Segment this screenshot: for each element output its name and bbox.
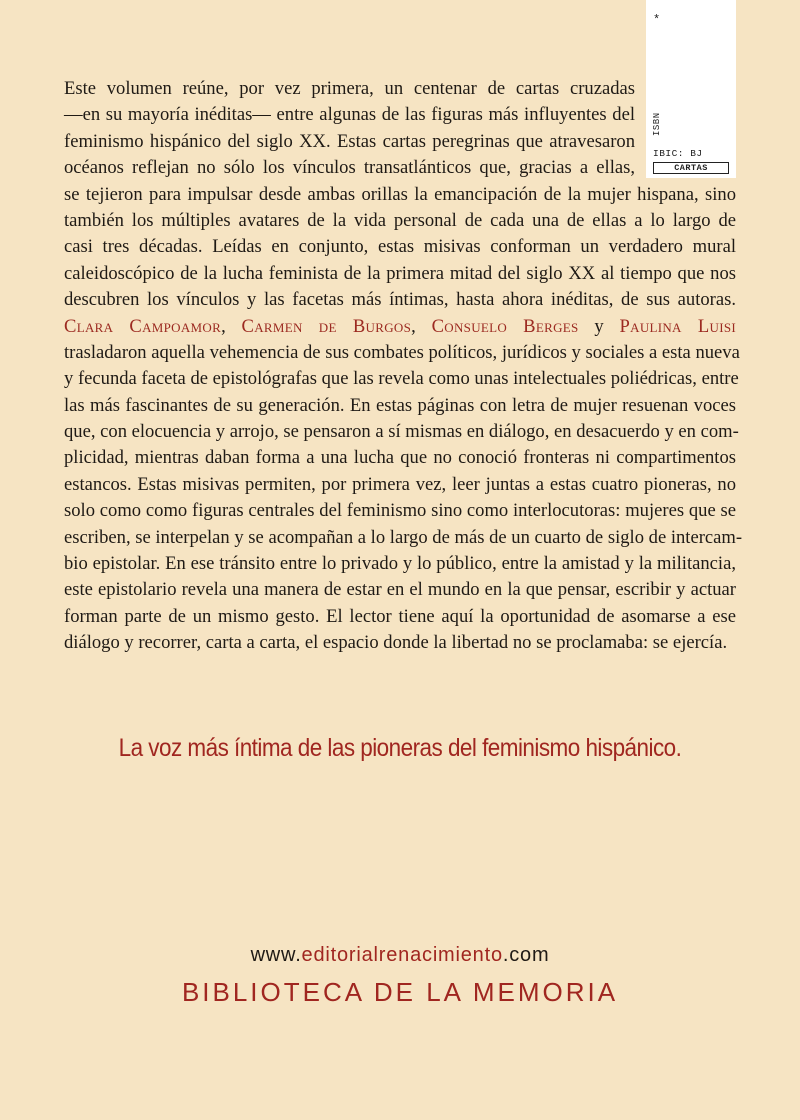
description-line: que, con elocuencia y arrojo, se pensaron a sí mismas en diálogo, en desacuerdo y en com- (64, 421, 739, 443)
description-line: trasladaron aquella vehemencia de sus combates políticos, jurídicos y sociales a esta nueva (64, 341, 740, 363)
description-line: escriben, se interpelan y se acompañan a lo largo de más de un cuarto de siglo de intercam- (64, 526, 743, 548)
description-line: océanos reflejan no sólo los vínculos transatlánticos que, gracias a ellas, (64, 157, 635, 179)
description-line: las más fascinantes de su generación. En estas páginas con letra de mujer resuenan voces (64, 394, 736, 416)
description-line: y fecunda faceta de epistológrafas que las revela como unas intelectuales poliédricas, entre (64, 368, 739, 390)
description-line: forman parte de un mismo gesto. El lector tiene aquí la oportunidad de asomarse a ese (64, 605, 736, 627)
isbn-label: ISBN (652, 112, 662, 136)
separator: , (411, 315, 432, 337)
description-line: descubren los vínculos y las facetas más íntimas, hasta ahora inéditas, de sus autoras. (64, 289, 736, 311)
description-line: caleidoscópico de la lucha feminista de la primera mitad del siglo XX al tiempo que nos (64, 262, 736, 284)
description-line: Este volumen reúne, por vez primera, un centenar de cartas cruzadas (64, 78, 635, 99)
description-line: solo como como figuras centrales del feminismo sino como interlocutoras: mujeres que se (64, 500, 736, 522)
description-line: plicidad, mientras daban forma a una lucha que no conoció fronteras ni compartimentos (64, 447, 736, 469)
authors-line (64, 314, 736, 340)
category-box: CARTAS (653, 162, 729, 174)
author-name: Consuelo Berges (431, 315, 579, 337)
description-line: bio epistolar. En ese tránsito entre lo privado y lo público, entre la amistad y la militancia, (64, 553, 736, 575)
website-suffix: .com (502, 944, 550, 966)
description-line: se tejieron para impulsar desde ambas orillas la emancipación de la mujer hispana, sino (64, 183, 736, 205)
ibic-code: IBIC: BJ (653, 148, 703, 159)
description-line: este epistolario revela una manera de estar en el mundo en la que pensar, escribir y actuar (64, 579, 736, 601)
description-line: —en su mayoría inéditas— entre algunas de las figuras más influyentes del (64, 104, 635, 126)
tagline: La voz más íntima de las pioneras del feminismo hispánico. (118, 734, 682, 762)
author-name: Carmen de Burgos (241, 315, 412, 337)
collection-name: BIBLIOTECA DE LA MEMORIA (181, 977, 619, 1007)
separator: , (221, 315, 242, 337)
author-name: Clara Campoamor (64, 315, 222, 337)
website-prefix: www. (250, 944, 302, 966)
author-name: Paulina Luisi (619, 315, 736, 337)
separator: y (578, 315, 620, 337)
book-description (64, 76, 743, 657)
description-line: estancos. Estas misivas permiten, por primera vez, leer juntas a estas cuatro pioneras, no (64, 473, 736, 495)
description-line: también los múltiples avatares de la vida personal de cada una de ellas a lo largo de (64, 209, 736, 231)
description-line: casi tres décadas. Leídas en conjunto, estas misivas conforman un verdadero mural (64, 236, 736, 258)
description-line: diálogo y recorrer, carta a carta, el espacio donde la libertad no se proclamaba: se ejercía. (64, 632, 728, 654)
website-brand: editorialrenacimiento (301, 944, 503, 966)
asterisk-mark: * (653, 13, 661, 27)
description-line: feminismo hispánico del siglo XX. Estas cartas peregrinas que atravesaron (64, 130, 635, 152)
publisher-website[interactable] (0, 944, 800, 967)
